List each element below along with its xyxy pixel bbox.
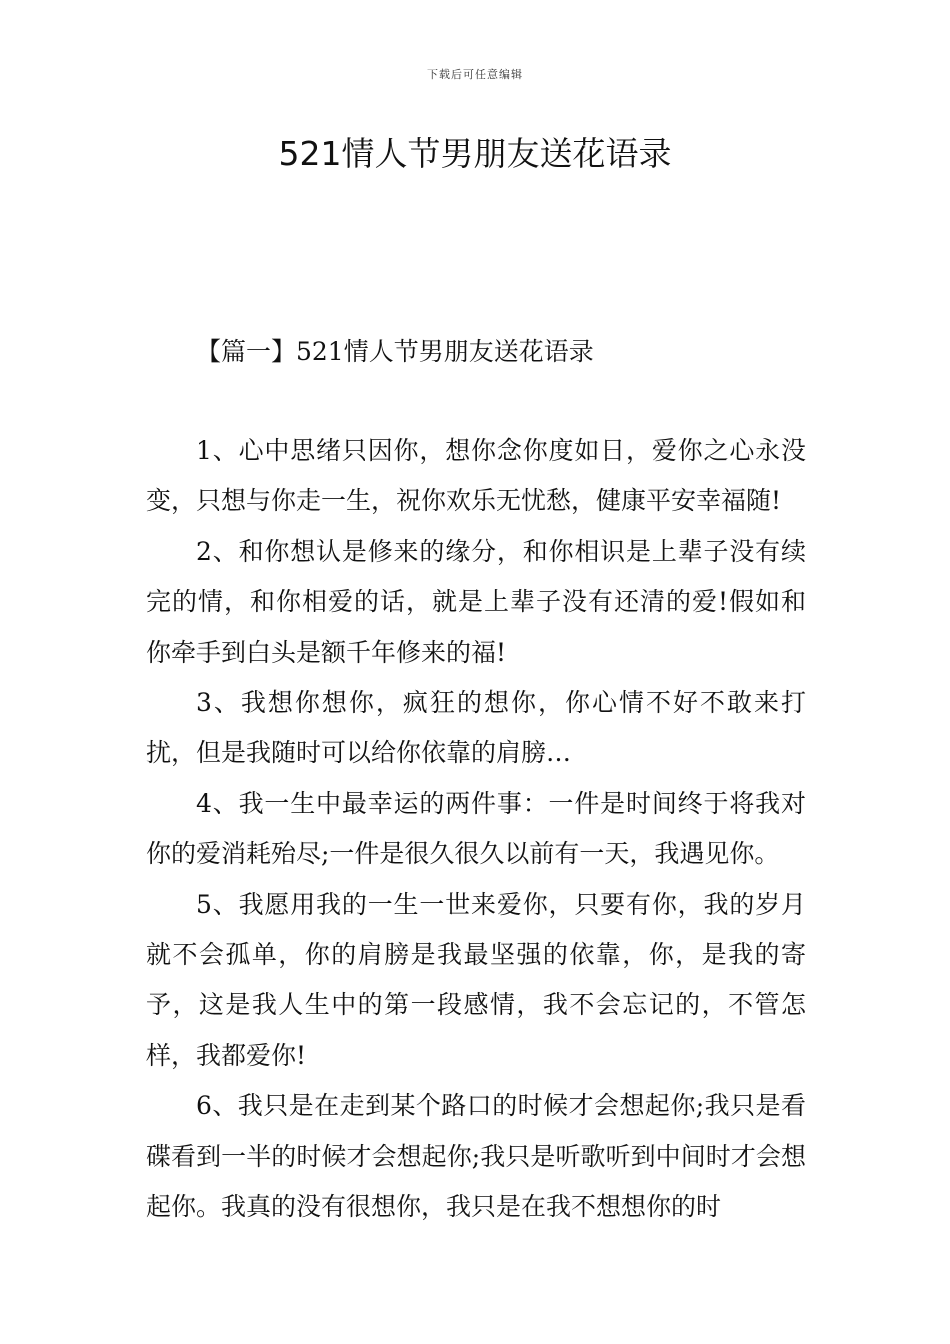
header-note: 下载后可任意编辑 bbox=[427, 68, 523, 81]
paragraph-1: 1、心中思绪只因你，想你念你度如日，爱你之心永没变，只想与你走一生，祝你欢乐无忧愁，健康平安幸福随! bbox=[146, 436, 806, 516]
paragraph-2: 2、和你想认是修来的缘分，和你相识是上辈子没有续完的情，和你相爱的话，就是上辈子没有还清的爱!假如和你牵手到白头是额千年修来的福! bbox=[146, 536, 806, 667]
paragraph-4: 4、我一生中最幸运的两件事：一件是时间终于将我对你的爱消耗殆尽;一件是很久很久以前有一天，我遇见你。 bbox=[146, 788, 806, 869]
paragraph-5: 5、我愿用我的一生一世来爱你，只要有你，我的岁月就不会孤单，你的肩膀是我最坚强的依靠，你，是我的寄予，这是我人生中的第一段感情，我不会忘记的，不管怎样，我都爱你! bbox=[146, 889, 806, 1070]
paragraph-6: 6、我只是在走到某个路口的时候才会想起你;我只是看碟看到一半的时候才会想起你;我只是听歌听到中间时才会想起你。我真的没有很想你，我只是在我不想想你的时 bbox=[146, 1091, 806, 1222]
paragraph-3: 3、我想你想你，疯狂的想你，你心情不好不敢来打扰，但是我随时可以给你依靠的肩膀… bbox=[146, 688, 806, 768]
document-title: 521情人节男朋友送花语录 bbox=[278, 134, 672, 173]
document-body bbox=[146, 426, 806, 1233]
section-heading: 【篇一】521情人节男朋友送花语录 bbox=[196, 337, 594, 366]
